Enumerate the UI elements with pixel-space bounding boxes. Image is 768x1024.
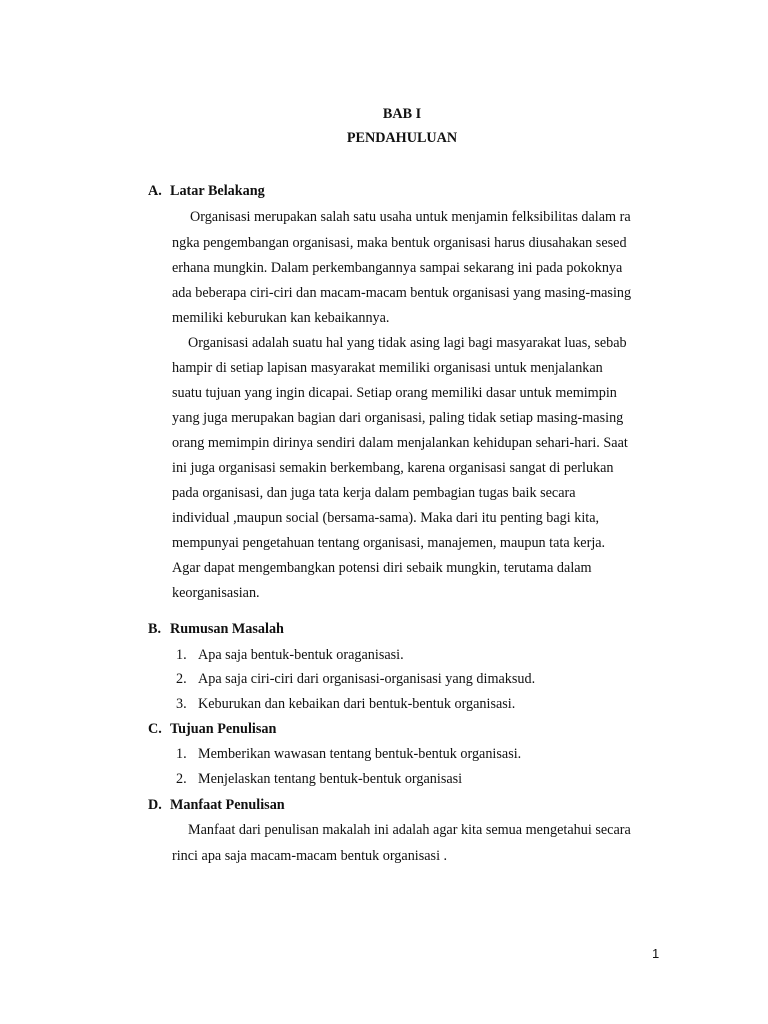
section-b-title: Rumusan Masalah xyxy=(170,621,284,637)
section-d-letter: D. xyxy=(148,797,162,813)
list-text: Menjelaskan tentang bentuk-bentuk organisasi xyxy=(198,771,463,787)
section-b-heading xyxy=(148,621,284,638)
section-a-title: Latar Belakang xyxy=(170,183,265,199)
section-c-title: Tujuan Penulisan xyxy=(170,721,277,737)
list-item xyxy=(176,746,521,763)
section-a-letter: A. xyxy=(148,183,162,199)
paragraph-line: Manfaat dari penulisan makalah ini adalah agar kita semua mengetahui secara xyxy=(188,822,631,838)
list-item xyxy=(176,696,515,713)
section-c-letter: C. xyxy=(148,721,162,737)
paragraph-line: Agar dapat mengembangkan potensi diri sebaik mungkin, terutama dalam xyxy=(172,560,592,576)
list-number: 1. xyxy=(176,647,187,663)
list-item xyxy=(176,647,404,664)
paragraph-line: ngka pengembangan organisasi, maka bentuk organisasi harus diusahakan sesed xyxy=(172,235,627,251)
list-item xyxy=(176,771,462,788)
page-number: 1 xyxy=(652,946,660,961)
paragraph-line: yang juga merupakan bagian dari organisasi, paling tidak setiap masing-masing xyxy=(172,410,624,426)
section-b-letter: B. xyxy=(148,621,162,637)
list-text: Keburukan dan kebaikan dari bentuk-bentuk organisasi. xyxy=(198,696,516,712)
chapter-subtitle: PENDAHULUAN xyxy=(346,130,458,146)
paragraph-line: orang memimpin dirinya sendiri dalam menjalankan kehidupan sehari-hari. Saat xyxy=(172,435,628,451)
section-d-title: Manfaat Penulisan xyxy=(170,797,285,813)
paragraph-line: individual ,maupun social (bersama-sama). Maka dari itu penting bagi kita, xyxy=(172,510,600,526)
chapter-title: BAB I xyxy=(382,106,422,122)
paragraph-line: pada organisasi, dan juga tata kerja dalam pembagian tugas baik secara xyxy=(172,485,576,501)
list-item xyxy=(176,671,535,688)
section-a-heading xyxy=(148,183,265,200)
section-c-heading xyxy=(148,721,276,738)
paragraph-line: erhana mungkin. Dalam perkembangannya sampai sekarang ini pada pokoknya xyxy=(172,260,623,276)
paragraph-line: suatu tujuan yang ingin dicapai. Setiap orang memiliki dasar untuk memimpin xyxy=(172,385,617,401)
list-text: Apa saja ciri-ciri dari organisasi-organisasi yang dimaksud. xyxy=(198,671,536,687)
list-number: 2. xyxy=(176,771,187,787)
paragraph-line: memiliki keburukan kan kebaikannya. xyxy=(172,310,390,326)
paragraph-line: keorganisasian. xyxy=(172,585,260,601)
paragraph-line: ini juga organisasi semakin berkembang, karena organisasi sangat di perlukan xyxy=(172,460,614,476)
list-number: 1. xyxy=(176,746,187,762)
list-text: Memberikan wawasan tentang bentuk-bentuk organisasi. xyxy=(198,746,522,762)
paragraph-line: mempunyai pengetahuan tentang organisasi, manajemen, maupun tata kerja. xyxy=(172,535,606,551)
paragraph-line: Organisasi adalah suatu hal yang tidak asing lagi bagi masyarakat luas, sebab xyxy=(188,335,627,351)
paragraph-line: hampir di setiap lapisan masyarakat memiliki organisasi untuk menjalankan xyxy=(172,360,603,376)
list-number: 2. xyxy=(176,671,187,687)
list-text: Apa saja bentuk-bentuk oraganisasi. xyxy=(198,647,404,663)
list-number: 3. xyxy=(176,696,187,712)
paragraph-line: Organisasi merupakan salah satu usaha untuk menjamin felksibilitas dalam ra xyxy=(190,209,631,225)
paragraph-line: ada beberapa ciri-ciri dan macam-macam bentuk organisasi yang masing-masing xyxy=(172,285,632,301)
paragraph-line: rinci apa saja macam-macam bentuk organisasi . xyxy=(172,848,448,864)
section-d-heading xyxy=(148,797,285,814)
